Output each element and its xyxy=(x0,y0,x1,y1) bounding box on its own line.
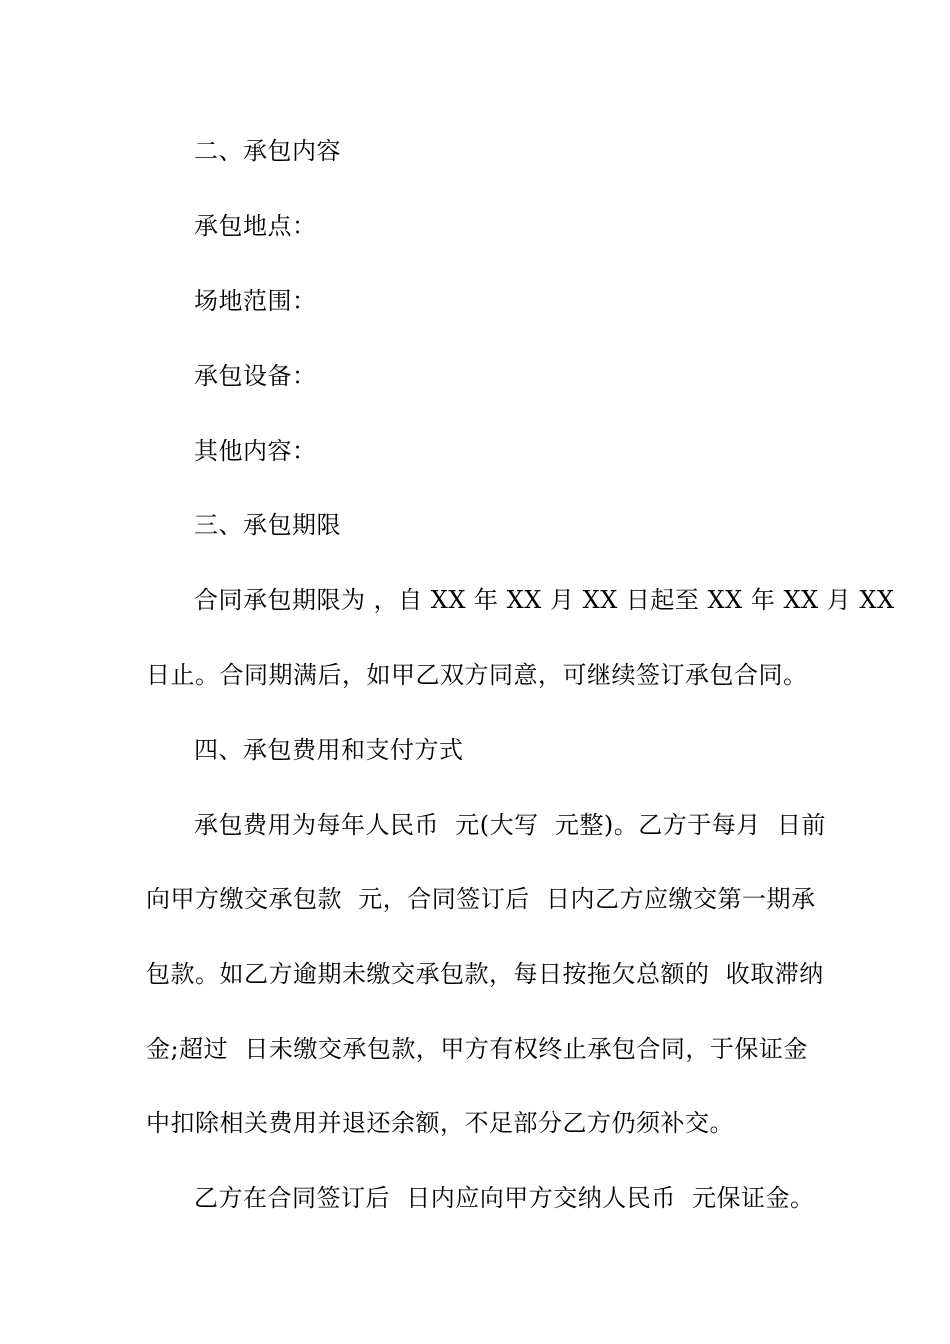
section-heading-contract-content: 二、承包内容 xyxy=(194,137,341,165)
paragraph-period-line-1: 合同承包期限为 ，自 XX 年 XX 月 XX 日起至 XX 年 XX 月 XX xyxy=(194,586,895,614)
paragraph-period-line-2: 日止。合同期满后，如甲乙双方同意，可继续签订承包合同。 xyxy=(146,661,808,689)
paragraph-fees-line-5: 中扣除相关费用并退还余额，不足部分乙方仍须补交。 xyxy=(146,1109,734,1137)
section-heading-contract-period: 三、承包期限 xyxy=(194,511,341,539)
paragraph-fees-line-2: 向甲方缴交承包款 元，合同签订后 日内乙方应缴交第一期承 xyxy=(146,885,816,913)
paragraph-fees-line-1: 承包费用为每年人民币 元(大写 元整)。乙方于每月 日前 xyxy=(194,811,826,839)
paragraph-fees-line-4: 金;超过 日未缴交承包款，甲方有权终止承包合同，于保证金 xyxy=(146,1035,808,1063)
field-label-site-range: 场地范围： xyxy=(194,287,317,315)
section-heading-fees-payment: 四、承包费用和支付方式 xyxy=(194,736,464,764)
field-label-equipment: 承包设备： xyxy=(194,362,317,390)
field-label-location: 承包地点： xyxy=(194,212,317,240)
paragraph-fees-line-3: 包款。如乙方逾期未缴交承包款，每日按拖欠总额的 收取滞纳 xyxy=(146,960,824,988)
field-label-other-content: 其他内容： xyxy=(194,437,317,465)
paragraph-deposit: 乙方在合同签订后 日内应向甲方交纳人民币 元保证金。 xyxy=(194,1184,815,1212)
